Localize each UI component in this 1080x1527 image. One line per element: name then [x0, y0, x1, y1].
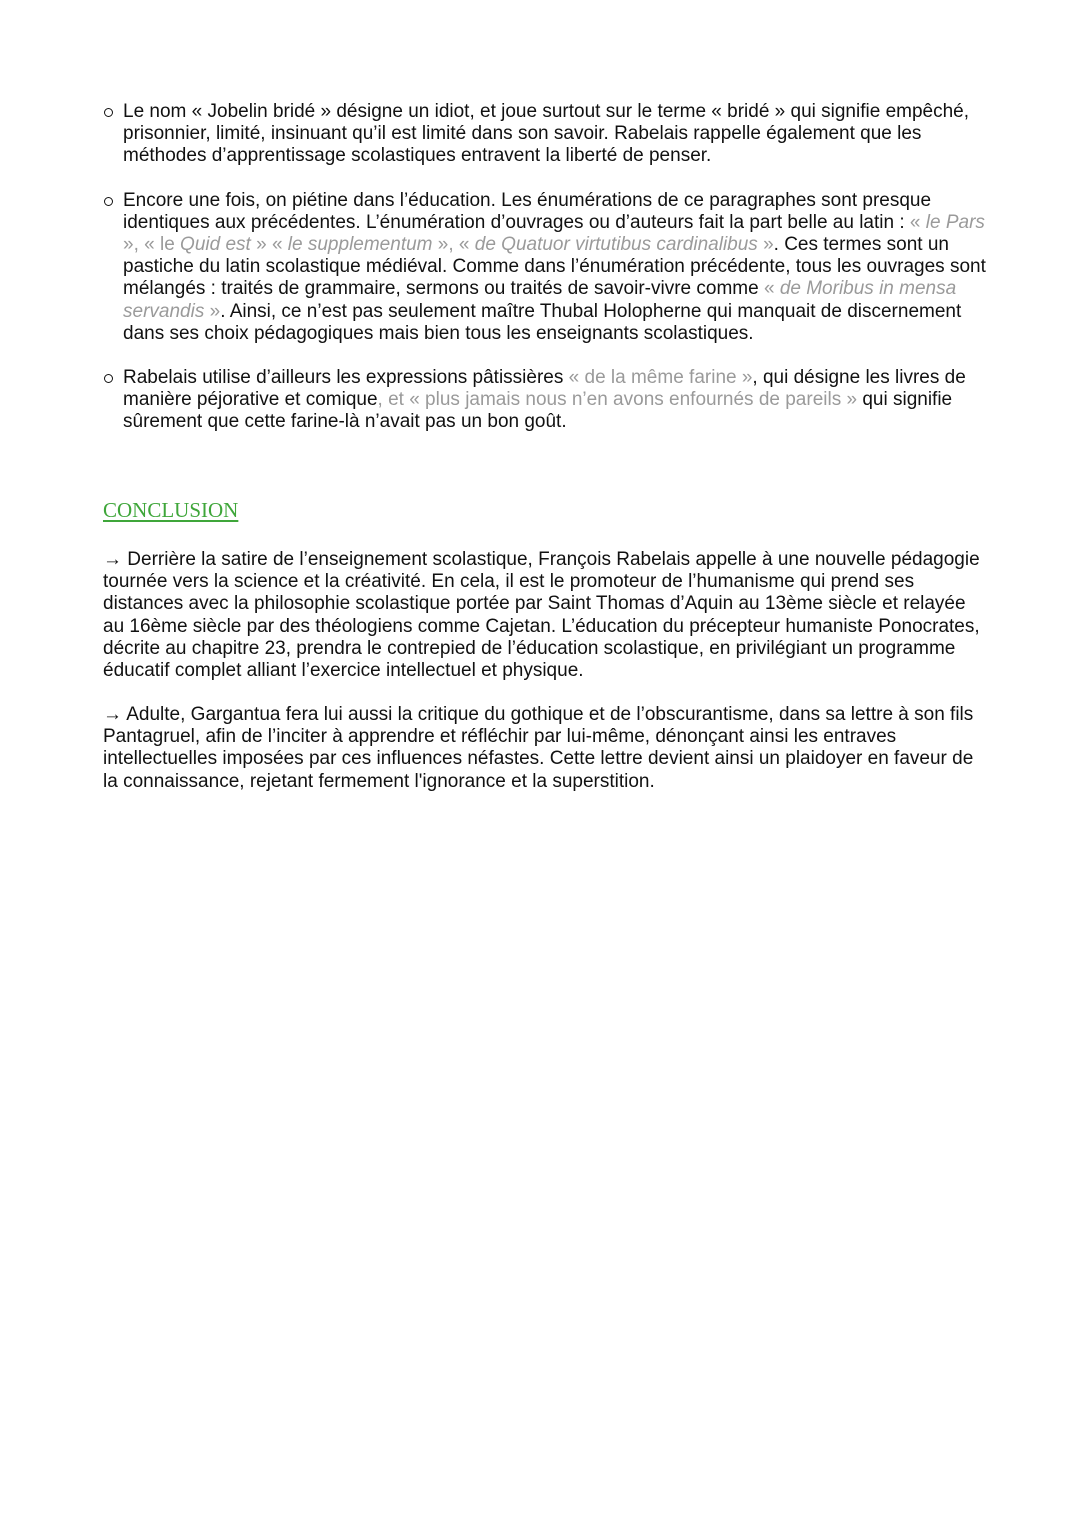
quoted-text: »: [763, 234, 774, 256]
text-run: Le nom « Jobelin bridé » désigne un idiot, et joue surtout sur le terme « bridé » qui signifie empêché, prisonnier, limité, insinuant qu’il est limité dans son savoir. Rabelais rappelle également que les méthodes d’apprentissage scolastiques entravent la liberté de penser.: [123, 101, 970, 167]
quoted-text: »: [209, 300, 221, 322]
conclusion-paragraph: → Derrière la satire de l’enseignement scolastique, François Rabelais appelle à une nouvelle pédagogie tournée vers la science et la créativité. En cela, il est le promoteur de l’humanisme qui prend ses distances avec la philosophie scolastique portée par Saint Thomas d’Aquin au 13ème siècle et relayée au 16ème siècle par des théologiens comme Cajetan. L’éducation du précepteur humaniste Ponocrates, décrite au chapitre 23, prendra le contrepied de l’éducation scolastique, en privilégiant un programme éducatif complet alliant l’exercice intellectuel et physique.: [103, 549, 980, 682]
quoted-text: », « le: [123, 234, 181, 256]
quoted-text: de Quatuor virtutibus cardinalibus: [474, 234, 764, 256]
bullet-text: [123, 101, 969, 166]
text-run: . Ainsi, ce n’est pas seulement maître Thubal Holopherne qui manquait de discernement dans ses choix pédagogiques mais bien tous les enseignants scolastiques.: [123, 300, 962, 344]
quoted-text: le supplementum: [287, 234, 438, 256]
bullet-item: [104, 367, 994, 434]
conclusion-heading: CONCLUSION: [103, 498, 239, 522]
bullet-item: [104, 101, 994, 168]
quoted-text: », «: [437, 234, 475, 256]
text-run: qui signifie sûrement que cette farine-là n’avait pas un bon goût.: [123, 389, 953, 433]
bullet-circle-icon: [104, 374, 113, 383]
quoted-text: , et « plus jamais nous n’en avons enfournés de pareils »: [377, 389, 858, 411]
bullet-circle-icon: [104, 197, 113, 206]
text-run: Encore une fois, on piétine dans l’éducation. Les énumérations de ce paragraphes sont presque identiques aux précédentes. L’énumération d’ouvrages ou d’auteurs fait la part belle au latin :: [123, 189, 932, 233]
text-run: Rabelais utilise d’ailleurs les expressions pâtissières: [123, 367, 569, 389]
quoted-text: le Pars: [925, 211, 985, 233]
quoted-text: de Moribus in mensa servandis: [123, 278, 957, 322]
quoted-text: «: [909, 211, 926, 233]
bullet-text: [123, 367, 966, 432]
text-run: , qui désigne les livres de manière péjorative et comique: [123, 367, 966, 411]
conclusion-paragraph: → Adulte, Gargantua fera lui aussi la critique du gothique et de l’obscurantisme, dans sa lettre à son fils Pantagruel, afin de l’inciter à apprendre et réfléchir par lui-même, dénonçant ainsi les entraves intellectuelles imposées par ces influences néfastes. Cette lettre devient ainsi un plaidoyer en faveur de la connaissance, rejetant fermement l'ignorance et la superstition.: [103, 704, 974, 792]
quoted-text: « de la même farine »: [568, 367, 753, 389]
bullet-item: [104, 190, 994, 345]
quoted-text: «: [763, 278, 780, 300]
text-run: . Ces termes sont un pastiche du latin scolastique médiéval. Comme dans l’énumération précédente, tous les ouvrages sont mélangés : traités de grammaire, sermons ou traités de savoir-vivre comme: [123, 234, 986, 300]
bullet-circle-icon: [104, 108, 113, 117]
bullet-list: [104, 101, 994, 456]
quoted-text: » «: [256, 234, 288, 256]
quoted-text: Quid est: [180, 234, 257, 256]
bullet-text: [123, 190, 986, 344]
